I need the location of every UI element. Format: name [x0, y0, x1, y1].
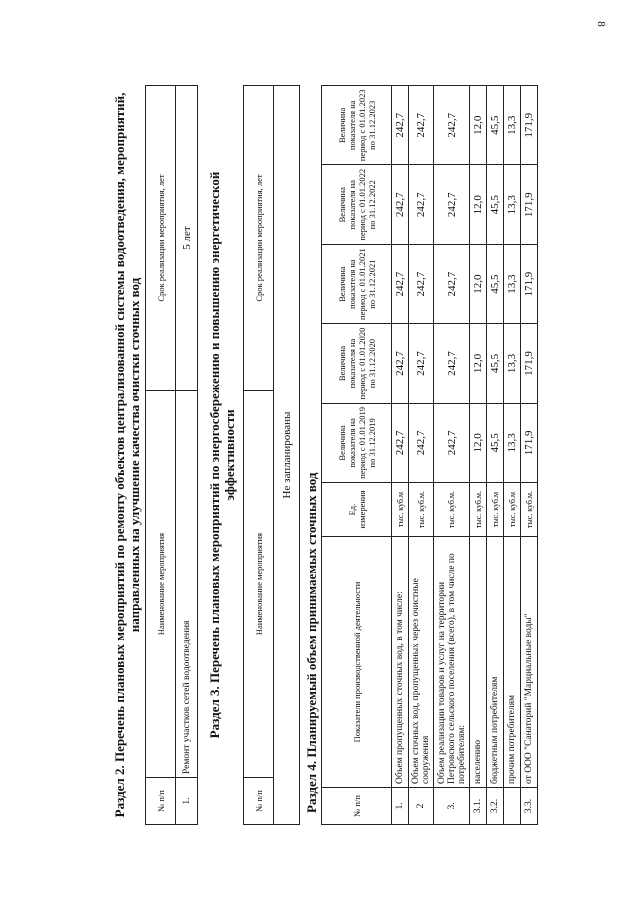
row-num: 3.3. [521, 787, 538, 824]
row-value-2019: 242,7 [409, 403, 434, 482]
table-row [274, 86, 300, 825]
row-indicator: от ООО "Санаторий "Марциальные воды" [521, 537, 538, 788]
section-3-title-line2: эффективности [222, 409, 237, 501]
row-name: Ремонт участков сетей водоотведения [176, 391, 198, 778]
row-value-2021: 12,0 [470, 244, 487, 323]
page-number: 8 [594, 21, 607, 27]
col-name-header: Наименование мероприятия [146, 391, 176, 778]
table-row [470, 86, 487, 825]
table-row [434, 86, 470, 825]
row-value-2021: 45,5 [487, 244, 504, 323]
row-unit: тыс. куб.м. [521, 483, 538, 537]
row-indicator: прочим потребителям [504, 537, 521, 788]
row-indicator: бюджетным потребителям [487, 537, 504, 788]
row-value-2022: 45,5 [487, 165, 504, 244]
row-indicator: Объем сточных вод, пропущенных через очистные сооружения [409, 537, 434, 788]
table-header-row [146, 86, 176, 825]
row-value-2023: 242,7 [409, 86, 434, 166]
row-num: 3.2. [487, 787, 504, 824]
col-num-header: № п/п [244, 778, 274, 825]
row-unit: тыс. куб.м [392, 483, 409, 537]
row-value-2022: 242,7 [392, 165, 409, 244]
row-num [504, 787, 521, 824]
col-name-header: Наименование мероприятия [244, 391, 274, 778]
row-value-2022: 242,7 [409, 165, 434, 244]
col-period-2021-header: Величина показателя на период с 01.01.2021 по 31.12.2021 [322, 244, 392, 323]
row-value-2023: 242,7 [434, 86, 470, 166]
section-3-table [243, 85, 300, 825]
table-row [176, 86, 198, 825]
section-2-title-line1: Раздел 2. Перечень плановых мероприятий по ремонту объектов централизованной системы водоотведения, мероприятий, [112, 92, 127, 818]
row-value-2019: 171,9 [521, 403, 538, 482]
row-value-2021: 13,3 [504, 244, 521, 323]
row-value-2023: 171,9 [521, 86, 538, 166]
table-row [409, 86, 434, 825]
table-row [521, 86, 538, 825]
row-value-2019: 12,0 [470, 403, 487, 482]
section-2 [112, 85, 198, 825]
row-value-2020: 45,5 [487, 324, 504, 403]
row-indicator: населению [470, 537, 487, 788]
table-header-row [322, 86, 392, 825]
row-unit: тыс. куб.м. [470, 483, 487, 537]
section-4-body [392, 86, 538, 825]
table-row [487, 86, 504, 825]
row-unit: тыс. куб.м [504, 483, 521, 537]
row-value-2020: 171,9 [521, 324, 538, 403]
row-unit: тыс. куб.м. [409, 483, 434, 537]
section-4 [304, 85, 538, 825]
row-value-2021: 242,7 [434, 244, 470, 323]
row-num: 3. [434, 787, 470, 824]
section-4-table [321, 85, 538, 825]
section-2-table [145, 85, 198, 825]
row-value-2021: 242,7 [392, 244, 409, 323]
row-indicator: Объем пропущенных сточных вод, в том числе: [392, 537, 409, 788]
col-indicator-header: Показатели производственной деятельности [322, 537, 392, 788]
section-3-title [207, 85, 237, 825]
row-value-2019: 45,5 [487, 403, 504, 482]
table-header-row [244, 86, 274, 825]
row-num: 3.1. [470, 787, 487, 824]
section-2-title [112, 85, 142, 825]
row-num: 1. [392, 787, 409, 824]
row-value-2022: 242,7 [434, 165, 470, 244]
col-period-2020-header: Величина показателя на период с 01.01.2020 по 31.12.2020 [322, 324, 392, 403]
row-unit: тыс. куб.м. [434, 483, 470, 537]
section-4-title: Раздел 4. Планируемый объем принимаемых сточных вод [304, 472, 319, 813]
section-2-title-line2: направленных на улучшение качества очистки сточных вод [127, 277, 142, 633]
row-term: 5 лет [176, 86, 198, 391]
col-period-2023-header: Величина показателя на период с 01.01.2023 по 31.12.2023 [322, 86, 392, 166]
row-value-2020: 12,0 [470, 324, 487, 403]
section-3-title-line1: Раздел 3. Перечень плановых мероприятий по энергосбережению и повышению энергетической [207, 171, 222, 739]
row-value-2020: 242,7 [409, 324, 434, 403]
row-value-2021: 242,7 [409, 244, 434, 323]
row-value-2021: 171,9 [521, 244, 538, 323]
table-row [504, 86, 521, 825]
row-value-2023: 45,5 [487, 86, 504, 166]
row-value-2023: 242,7 [392, 86, 409, 166]
row-value-2022: 171,9 [521, 165, 538, 244]
row-value-2022: 12,0 [470, 165, 487, 244]
table-row [392, 86, 409, 825]
row-value-2019: 242,7 [434, 403, 470, 482]
col-period-2019-header: Величина показателя на период с 01.01.2019 по 31.12.2019 [322, 403, 392, 482]
col-period-2022-header: Величина показателя на период с 01.01.2022 по 31.12.2022 [322, 165, 392, 244]
col-term-header: Срок реализации мероприятия, лет [244, 86, 274, 391]
col-num-header: № п/п [322, 787, 392, 824]
not-planned-cell: Не запланированы [274, 86, 300, 825]
col-term-header: Срок реализации мероприятия, лет [146, 86, 176, 391]
row-value-2022: 13,3 [504, 165, 521, 244]
row-num: 1. [176, 778, 198, 825]
row-value-2019: 13,3 [504, 403, 521, 482]
row-unit: тыс. куб.м [487, 483, 504, 537]
section-3 [207, 85, 300, 825]
row-value-2020: 242,7 [392, 324, 409, 403]
row-value-2020: 242,7 [434, 324, 470, 403]
row-value-2020: 13,3 [504, 324, 521, 403]
row-num: 2 [409, 787, 434, 824]
row-value-2019: 242,7 [392, 403, 409, 482]
col-unit-header: Ед. измерения [322, 483, 392, 537]
row-value-2023: 13,3 [504, 86, 521, 166]
row-indicator: Объем реализации товаров и услуг на территории Петровского сельского поселения (всего), в том числе по потребителям: [434, 537, 470, 788]
row-value-2023: 12,0 [470, 86, 487, 166]
col-num-header: № п/п [146, 778, 176, 825]
